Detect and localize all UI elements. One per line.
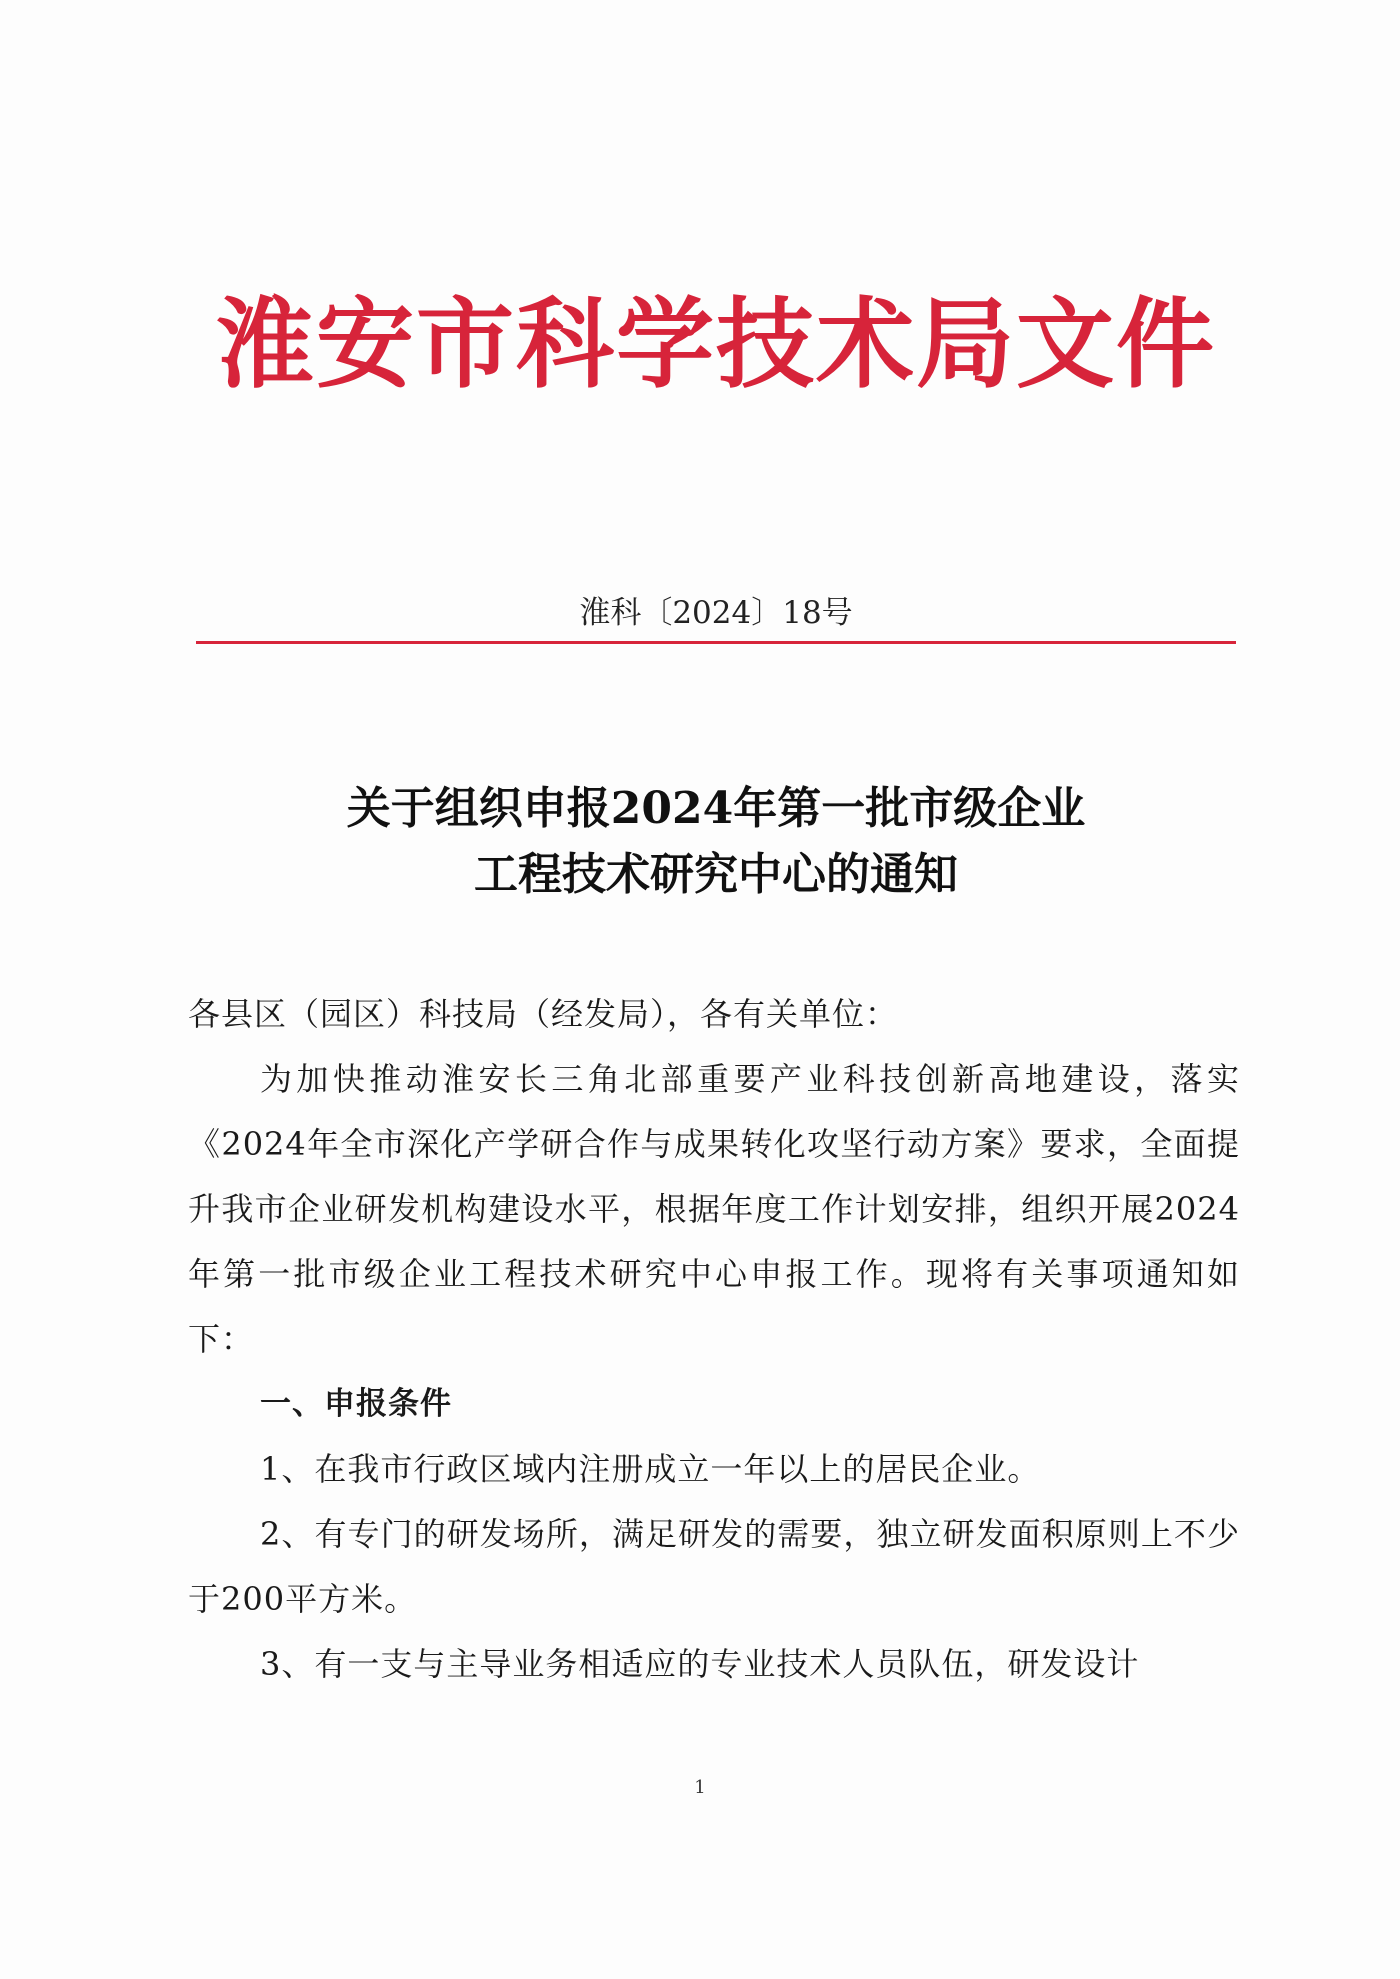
document-number: 淮科〔2024〕18号 bbox=[579, 595, 853, 631]
condition-item-3: 3、有一支与主导业务相适应的专业技术人员队伍，研发设计 bbox=[260, 1645, 1140, 1683]
section-heading-1: 一、申报条件 bbox=[260, 1386, 452, 1422]
issuing-authority-title: 淮安市科学技术局文件 bbox=[215, 287, 1216, 402]
red-separator-rule bbox=[196, 641, 1236, 644]
notice-title bbox=[196, 776, 1236, 908]
condition-item-1: 1、在我市行政区域内注册成立一年以上的居民企业。 bbox=[260, 1450, 1041, 1488]
intro-paragraph: 为加快推动淮安长三角北部重要产业科技创新高地建设，落实《2024年全市深化产学研合作与成果转化攻坚行动方案》要求，全面提升我市企业研发机构建设水平，根据年度工作计划安排，组织开展2024年第一批市级企业工程技术研究中心申报工作。现将有关事项通知如下： bbox=[188, 1060, 1240, 1358]
salutation: 各县区（园区）科技局（经发局），各有关单位： bbox=[188, 995, 899, 1033]
notice-title-line-1: 关于组织申报2024年第一批市级企业 bbox=[346, 783, 1086, 834]
notice-body bbox=[188, 982, 1240, 1697]
page-number: 1 bbox=[694, 1777, 706, 1798]
condition-item-2: 2、有专门的研发场所，满足研发的需要，独立研发面积原则上不少于200平方米。 bbox=[188, 1515, 1240, 1618]
notice-title-line-2: 工程技术研究中心的通知 bbox=[474, 849, 958, 900]
